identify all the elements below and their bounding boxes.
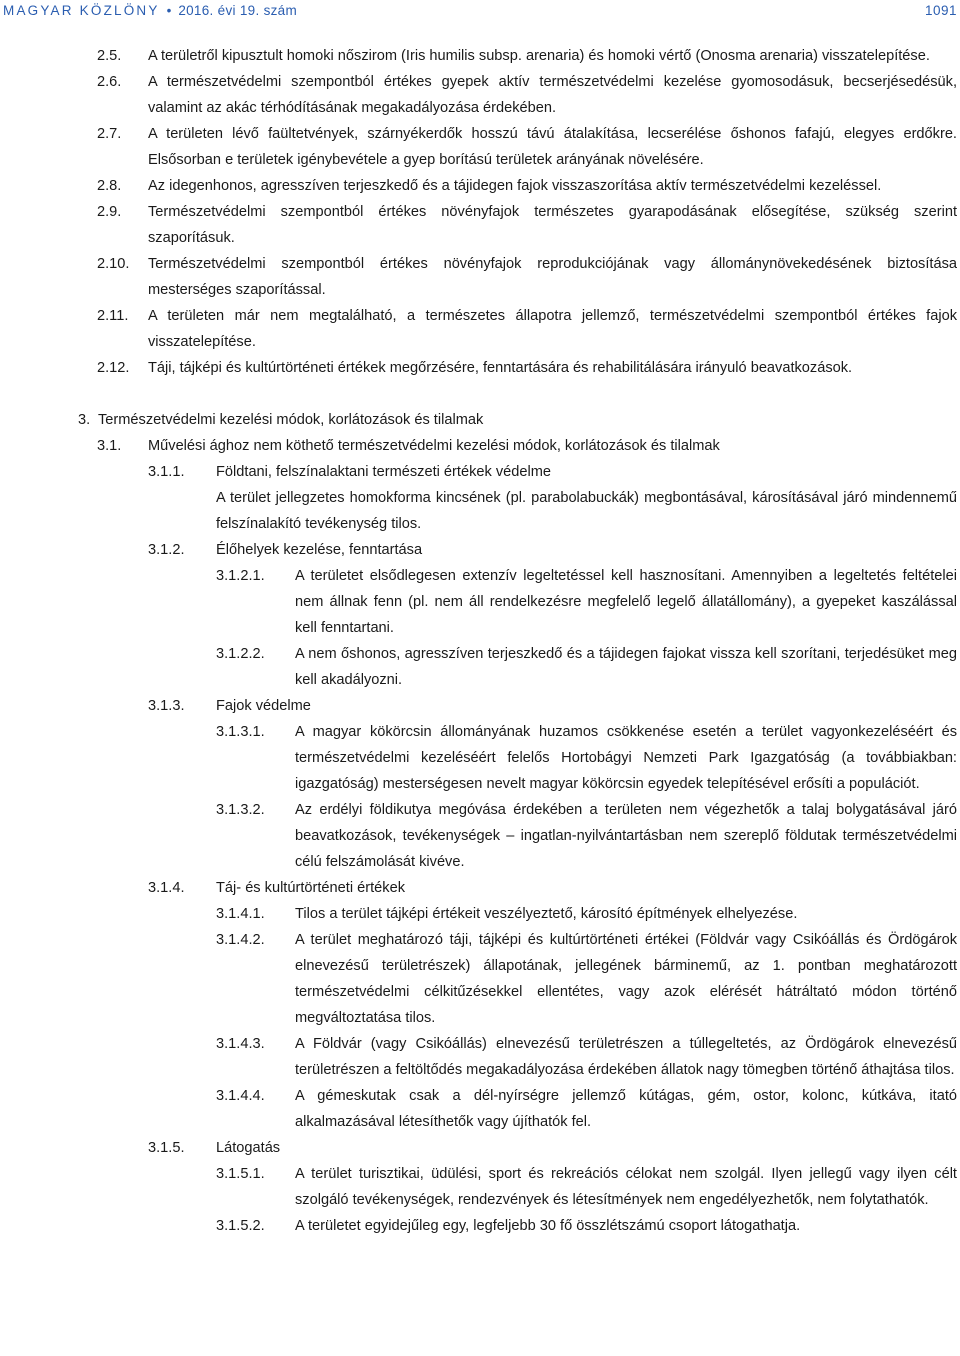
item-number: 3.1.4.1. [216,906,265,922]
list-item [0,459,957,485]
list-item [0,303,957,355]
item-number: 2.8. [97,178,122,194]
item-text: A területen lévő faültetvények, szárnyékerdők hosszú távú átalakítása, lecserélése őshonos fafajú, elegyes erdőkre. Elsősorban e területek igénybevétele a gyep borítású területek arányának növelésére. [148,126,957,168]
list-item [0,1161,957,1213]
item-number: 2.12. [97,360,130,376]
item-text: Tilos a terület tájképi értékeit veszélyeztető, károsító építmények elhelyezése. [295,906,798,922]
item-text: Az idegenhonos, agresszíven terjeszkedő és a tájidegen fajok visszaszorítása aktív természetvédelmi kezeléssel. [148,178,882,194]
list-item [0,251,957,303]
item-number: 2.10. [97,256,130,272]
issue-label: 2016. évi 19. szám [178,3,298,18]
list-item [0,355,957,381]
page-number: 1091 [924,3,957,18]
header-bullet: • [166,3,172,18]
item-number: 3.1.5.2. [216,1218,265,1234]
item-text: A nem őshonos, agresszíven terjeszkedő és a tájidegen fajokat vissza kell szorítani, terjedésüket meg kell akadályozni. [295,646,957,688]
item-text: A Földvár (vagy Csikóállás) elnevezésű területrészen a túllegeltetés, az Ördögárok elnevezésű területrészen a feltöltődés megakadályozása érdekében állatok nagy tömegben történő áthajtása tilos. [295,1036,957,1078]
item-number: 3.1.1. [148,464,185,480]
list-item [0,433,957,459]
item-text: Földtani, felszínalaktani természeti értékek védelme [216,464,552,480]
item-text: Látogatás [216,1140,281,1156]
page-header [3,3,957,21]
list-item [0,693,957,719]
item-text: Természetvédelmi szempontból értékes növényfajok reprodukciójának vagy állománynövekedésének biztosítása mesterséges szaporítással. [148,256,957,298]
list-item [0,563,957,641]
item-number: 2.7. [97,126,122,142]
item-number: 2.9. [97,204,122,220]
item-text: Élőhelyek kezelése, fenntartása [216,542,423,558]
item-text: Természetvédelmi szempontból értékes növényfajok természetes gyarapodásának elősegítése, szükség szerint szaporításuk. [148,204,957,246]
list-item [0,875,957,901]
item-number: 3.1.3. [148,698,185,714]
item-number: 3.1.4.3. [216,1036,265,1052]
item-number: 3.1.4.4. [216,1088,265,1104]
item-number: 3.1.3.2. [216,802,265,818]
list-item [0,43,957,69]
item-text: Fajok védelme [216,698,311,714]
journal-name: MAGYAR KÖZLÖNY [3,3,160,18]
item-text: Természetvédelmi kezelési módok, korlátozások és tilalmak [98,412,484,428]
item-text: A területről kipusztult homoki nőszirom (Iris humilis subsp. arenaria) és homoki vértő (Onosma arenaria) visszatelepítése. [148,48,930,64]
list-item [0,1031,957,1083]
list-item [0,485,957,537]
item-number: 3.1.5.1. [216,1166,265,1182]
list-item [0,199,957,251]
item-text: A természetvédelmi szempontból értékes gyepek aktív természetvédelmi kezelése gyomosodásuk, becserjésedésük, valamint az akác térhódításának megakadályozása érdekében. [148,74,957,116]
section-gap [0,381,960,407]
item-text: A terület jellegzetes homokforma kincsének (pl. parabolabuckák) megbontásával, károsításával járó mindennemű felszínalakító tevékenység tilos. [216,490,957,532]
list-item [0,537,957,563]
list-item [0,641,957,693]
list-item [0,173,957,199]
item-text: Az erdélyi földikutya megóvása érdekében a területen nem végezhetők a talaj bolygatásával járó beavatkozások, tevékenységek – ingatlan-nyilvántartásban nem szereplő földutak természetvédelmi célú felszámolását kivéve. [295,802,957,870]
item-number: 3.1.4.2. [216,932,265,948]
item-number: 3.1.4. [148,880,185,896]
list-item [0,719,957,797]
item-number: 3.1.5. [148,1140,185,1156]
item-text: A gémeskutak csak a dél-nyírségre jellemző kútágas, gém, ostor, kolonc, kútkáva, itató alkalmazásával létesíthetők vagy újíthatók fel. [295,1088,957,1130]
list-item [0,1213,957,1239]
item-text: A területet egyidejűleg egy, legfeljebb 30 fő összlétszámú csoport látogathatja. [295,1218,801,1234]
item-text: A területen már nem megtalálható, a természetes állapotra jellemző, természetvédelmi szempontból értékes fajok visszatelepítése. [148,308,957,350]
header-left [3,3,297,18]
item-text: Táj- és kultúrtörténeti értékek [216,880,405,896]
item-number: 3.1.2.1. [216,568,265,584]
item-number: 2.6. [97,74,122,90]
list-item [0,1135,957,1161]
item-number: 2.11. [97,308,129,324]
list-item [0,69,957,121]
item-number: 2.5. [97,48,122,64]
item-text: Művelési ághoz nem köthető természetvédelmi kezelési módok, korlátozások és tilalmak [148,438,720,454]
list-item [0,797,957,875]
item-text: A terület meghatározó táji, tájképi és kultúrtörténeti értékei (Földvár vagy Csikóállás és Ördögárok elnevezésű területrészek) állapotának, jellegének bárminemű, az 1. pontban meghatározott természetvédelmi célkitűzésekkel ellentétes, vagy azok elérését hátráltató módon történő megváltoztatása tilos. [295,932,957,1026]
item-text: Táji, tájképi és kultúrtörténeti értékek megőrzésére, fenntartására és rehabilitálására irányuló beavatkozások. [148,360,853,376]
item-number: 3.1.3.1. [216,724,265,740]
list-item [0,1083,957,1135]
list-item [0,407,957,433]
item-text: A magyar kökörcsin állományának huzamos csökkenése esetén a terület vagyonkezeléséért és természetvédelmi kezeléséért felelős Hortobágyi Nemzeti Park Igazgatóság (a továbbiakban: igazgatóság) mesterségesen nevelt magyar kökörcsin egyedek telepítésével erősíti a populációt. [295,724,957,792]
list-item [0,927,957,1031]
item-number: 3. [78,412,91,428]
document-body [0,43,960,1239]
item-number: 3.1. [97,438,122,454]
item-number: 3.1.2. [148,542,185,558]
item-text: A terület turisztikai, üdülési, sport és rekreációs célokat nem szolgál. Ilyen jellegű vagy ilyen célt szolgáló tevékenységek, rendezvények és létesítmények nem engedélyezhetők, nem folytathatók. [295,1166,957,1208]
item-number: 3.1.2.2. [216,646,265,662]
list-item [0,121,957,173]
item-text: A területet elsődlegesen extenzív legeltetéssel kell hasznosítani. Amennyiben a legeltetés feltételei nem állnak fenn (pl. nem áll rendelkezésre megfelelő legelő állatállomány), a gyepeket kaszálással kell fenntartani. [295,568,957,636]
list-item [0,901,957,927]
